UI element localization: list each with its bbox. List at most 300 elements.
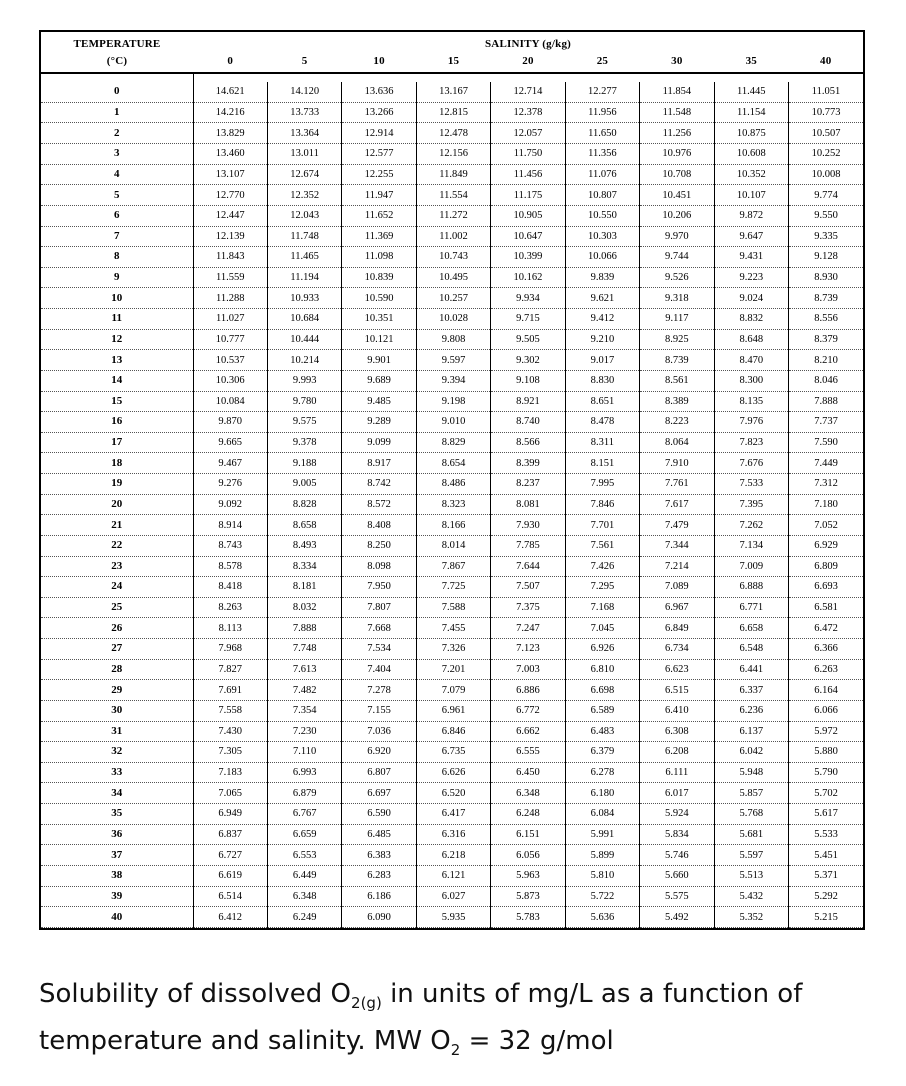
solubility-value-cell: 8.399 [491, 453, 565, 474]
solubility-value-cell: 6.993 [267, 762, 341, 783]
solubility-value-cell: 7.326 [416, 639, 490, 660]
temperature-cell: 12 [41, 329, 193, 350]
solubility-value-cell: 10.257 [416, 288, 490, 309]
solubility-value-cell: 8.914 [193, 515, 267, 536]
solubility-value-cell: 10.206 [640, 205, 714, 226]
solubility-value-cell: 11.288 [193, 288, 267, 309]
temperature-cell: 37 [41, 845, 193, 866]
solubility-value-cell: 8.930 [789, 267, 864, 288]
solubility-value-cell: 6.208 [640, 742, 714, 763]
spacer-cell [193, 73, 863, 82]
solubility-value-cell: 12.043 [267, 205, 341, 226]
solubility-value-cell: 8.832 [714, 309, 788, 330]
solubility-value-cell: 8.389 [640, 391, 714, 412]
solubility-value-cell: 7.426 [565, 556, 639, 577]
solubility-value-cell: 7.065 [193, 783, 267, 804]
salinity-column-header: 5 [301, 55, 308, 67]
solubility-value-cell: 6.623 [640, 659, 714, 680]
solubility-value-cell: 6.590 [342, 804, 416, 825]
solubility-value-cell: 6.658 [714, 618, 788, 639]
solubility-value-cell: 9.505 [491, 329, 565, 350]
solubility-value-cell: 6.727 [193, 845, 267, 866]
solubility-value-cell: 9.467 [193, 453, 267, 474]
solubility-value-cell: 10.537 [193, 350, 267, 371]
solubility-value-cell: 7.888 [789, 391, 864, 412]
solubility-value-cell: 12.447 [193, 205, 267, 226]
solubility-value-cell: 9.318 [640, 288, 714, 309]
solubility-value-cell: 11.554 [416, 185, 490, 206]
solubility-value-cell: 10.684 [267, 309, 341, 330]
solubility-value-cell: 5.533 [789, 824, 864, 845]
solubility-value-cell: 7.180 [789, 494, 864, 515]
solubility-value-cell: 11.098 [342, 247, 416, 268]
solubility-value-cell: 6.056 [491, 845, 565, 866]
solubility-value-cell: 6.164 [789, 680, 864, 701]
solubility-value-cell: 6.772 [491, 700, 565, 721]
solubility-value-cell: 13.829 [193, 123, 267, 144]
salinity-column-header: 20 [522, 55, 534, 67]
solubility-value-cell: 8.210 [789, 350, 864, 371]
temperature-cell: 21 [41, 515, 193, 536]
solubility-value-cell: 9.024 [714, 288, 788, 309]
solubility-value-cell: 5.991 [565, 824, 639, 845]
solubility-value-cell: 11.356 [565, 144, 639, 165]
solubility-value-cell: 7.089 [640, 577, 714, 598]
salinity-column-header: 40 [820, 55, 832, 67]
solubility-value-cell: 10.303 [565, 226, 639, 247]
solubility-value-cell: 7.590 [789, 432, 864, 453]
solubility-value-cell: 10.451 [640, 185, 714, 206]
table-row [41, 205, 863, 226]
temperature-cell: 20 [41, 494, 193, 515]
solubility-value-cell: 8.032 [267, 597, 341, 618]
solubility-value-cell: 7.995 [565, 474, 639, 495]
table-row [41, 370, 863, 391]
solubility-value-cell: 5.451 [789, 845, 864, 866]
solubility-value-cell: 12.674 [267, 164, 341, 185]
solubility-value-cell: 6.090 [342, 907, 416, 928]
solubility-value-cell: 8.300 [714, 370, 788, 391]
solubility-value-cell: 6.929 [789, 535, 864, 556]
solubility-value-cell: 7.168 [565, 597, 639, 618]
solubility-value-cell: 5.768 [714, 804, 788, 825]
table-row [41, 350, 863, 371]
solubility-value-cell: 5.432 [714, 886, 788, 907]
solubility-value-cell: 10.839 [342, 267, 416, 288]
solubility-value-cell: 7.558 [193, 700, 267, 721]
solubility-value-cell: 8.566 [491, 432, 565, 453]
solubility-value-cell: 9.010 [416, 412, 490, 433]
solubility-value-cell: 9.289 [342, 412, 416, 433]
solubility-value-cell: 12.714 [491, 82, 565, 102]
temperature-cell: 5 [41, 185, 193, 206]
solubility-value-cell: 8.263 [193, 597, 267, 618]
solubility-value-cell: 13.636 [342, 82, 416, 102]
solubility-value-cell: 8.418 [193, 577, 267, 598]
solubility-value-cell: 10.647 [491, 226, 565, 247]
solubility-value-cell: 7.455 [416, 618, 490, 639]
solubility-value-cell: 7.110 [267, 742, 341, 763]
temperature-cell: 25 [41, 597, 193, 618]
solubility-value-cell: 8.830 [565, 370, 639, 391]
solubility-value-cell: 5.972 [789, 721, 864, 742]
solubility-value-cell: 6.920 [342, 742, 416, 763]
solubility-value-cell: 10.444 [267, 329, 341, 350]
solubility-value-cell: 10.306 [193, 370, 267, 391]
solubility-value-cell: 9.276 [193, 474, 267, 495]
solubility-value-cell: 5.810 [565, 865, 639, 886]
solubility-value-cell: 10.590 [342, 288, 416, 309]
table-row [41, 804, 863, 825]
solubility-value-cell: 6.693 [789, 577, 864, 598]
solubility-value-cell: 9.005 [267, 474, 341, 495]
solubility-value-cell: 12.478 [416, 123, 490, 144]
table-row [41, 474, 863, 495]
solubility-value-cell: 9.550 [789, 205, 864, 226]
temperature-cell: 38 [41, 865, 193, 886]
solubility-value-cell: 9.394 [416, 370, 490, 391]
solubility-value-cell: 5.935 [416, 907, 490, 928]
solubility-value-cell: 8.250 [342, 535, 416, 556]
solubility-value-cell: 6.121 [416, 865, 490, 886]
solubility-value-cell: 12.057 [491, 123, 565, 144]
salinity-column-header: 25 [596, 55, 609, 67]
solubility-value-cell: 7.588 [416, 597, 490, 618]
table-row [41, 762, 863, 783]
solubility-value-cell: 8.739 [789, 288, 864, 309]
solubility-value-cell: 10.352 [714, 164, 788, 185]
solubility-value-cell: 7.737 [789, 412, 864, 433]
solubility-value-cell: 7.785 [491, 535, 565, 556]
table-row [41, 185, 863, 206]
solubility-value-cell: 10.121 [342, 329, 416, 350]
solubility-value-cell: 13.266 [342, 102, 416, 123]
table-row [41, 515, 863, 536]
salinity-column-header: 15 [447, 55, 460, 67]
solubility-value-cell: 7.888 [267, 618, 341, 639]
solubility-value-cell: 8.654 [416, 453, 490, 474]
solubility-value-cell: 7.375 [491, 597, 565, 618]
solubility-value-cell: 11.256 [640, 123, 714, 144]
temperature-unit: (°C) [106, 55, 128, 67]
solubility-value-cell: 6.810 [565, 659, 639, 680]
solubility-value-cell: 9.099 [342, 432, 416, 453]
table-row [41, 82, 863, 102]
temperature-cell: 24 [41, 577, 193, 598]
solubility-value-cell: 9.665 [193, 432, 267, 453]
solubility-value-cell: 10.084 [193, 391, 267, 412]
solubility-value-cell: 8.743 [193, 535, 267, 556]
temperature-cell: 36 [41, 824, 193, 845]
solubility-value-cell: 9.993 [267, 370, 341, 391]
solubility-value-cell: 9.780 [267, 391, 341, 412]
solubility-value-cell: 10.976 [640, 144, 714, 165]
solubility-value-cell: 12.914 [342, 123, 416, 144]
table-row [41, 123, 863, 144]
temperature-cell: 17 [41, 432, 193, 453]
solubility-value-cell: 11.750 [491, 144, 565, 165]
solubility-value-cell: 10.807 [565, 185, 639, 206]
solubility-value-cell: 9.198 [416, 391, 490, 412]
solubility-value-cell: 8.572 [342, 494, 416, 515]
solubility-value-cell: 11.465 [267, 247, 341, 268]
temperature-cell: 8 [41, 247, 193, 268]
solubility-value-cell: 8.311 [565, 432, 639, 453]
solubility-value-cell: 8.493 [267, 535, 341, 556]
solubility-value-cell: 6.485 [342, 824, 416, 845]
solubility-value-cell: 10.252 [789, 144, 864, 165]
solubility-table [41, 32, 863, 928]
solubility-value-cell: 6.366 [789, 639, 864, 660]
solubility-value-cell: 6.249 [267, 907, 341, 928]
solubility-value-cell: 6.042 [714, 742, 788, 763]
table-row [41, 886, 863, 907]
solubility-value-cell: 7.827 [193, 659, 267, 680]
solubility-value-cell: 10.399 [491, 247, 565, 268]
solubility-value-cell: 7.725 [416, 577, 490, 598]
table-row [41, 102, 863, 123]
solubility-value-cell: 7.278 [342, 680, 416, 701]
solubility-value-cell: 7.262 [714, 515, 788, 536]
solubility-value-cell: 7.950 [342, 577, 416, 598]
solubility-value-cell: 8.181 [267, 577, 341, 598]
caption-subscript: 2(g) [351, 994, 382, 1013]
solubility-value-cell: 6.949 [193, 804, 267, 825]
solubility-value-cell: 5.681 [714, 824, 788, 845]
solubility-value-cell: 7.613 [267, 659, 341, 680]
table-caption [39, 975, 879, 1069]
solubility-value-cell: 10.162 [491, 267, 565, 288]
solubility-value-cell: 9.647 [714, 226, 788, 247]
solubility-value-cell: 6.084 [565, 804, 639, 825]
temperature-cell: 32 [41, 742, 193, 763]
solubility-value-cell: 13.107 [193, 164, 267, 185]
solubility-value-cell: 9.774 [789, 185, 864, 206]
solubility-value-cell: 10.495 [416, 267, 490, 288]
solubility-value-cell: 9.188 [267, 453, 341, 474]
solubility-value-cell: 7.214 [640, 556, 714, 577]
solubility-value-cell: 11.076 [565, 164, 639, 185]
salinity-header: SALINITY (g/kg) [484, 38, 572, 50]
solubility-value-cell: 6.553 [267, 845, 341, 866]
solubility-value-cell: 8.098 [342, 556, 416, 577]
solubility-value-cell: 6.186 [342, 886, 416, 907]
solubility-value-cell: 7.230 [267, 721, 341, 742]
temperature-cell: 18 [41, 453, 193, 474]
solubility-value-cell: 6.698 [565, 680, 639, 701]
solubility-value-cell: 9.092 [193, 494, 267, 515]
caption-line-2 [39, 1022, 879, 1069]
solubility-value-cell: 9.128 [789, 247, 864, 268]
table-row [41, 412, 863, 433]
solubility-value-cell: 8.561 [640, 370, 714, 391]
solubility-value-cell: 8.648 [714, 329, 788, 350]
solubility-value-cell: 7.479 [640, 515, 714, 536]
solubility-value-cell: 6.412 [193, 907, 267, 928]
solubility-value-cell: 11.456 [491, 164, 565, 185]
solubility-value-cell: 6.879 [267, 783, 341, 804]
solubility-value-cell: 9.597 [416, 350, 490, 371]
temperature-cell: 10 [41, 288, 193, 309]
solubility-value-cell: 7.045 [565, 618, 639, 639]
solubility-value-cell: 6.514 [193, 886, 267, 907]
table-row [41, 267, 863, 288]
table-row [41, 639, 863, 660]
solubility-value-cell: 6.283 [342, 865, 416, 886]
solubility-value-cell: 7.507 [491, 577, 565, 598]
table-row [41, 247, 863, 268]
solubility-value-cell: 12.156 [416, 144, 490, 165]
solubility-value-cell: 7.183 [193, 762, 267, 783]
solubility-value-cell: 8.081 [491, 494, 565, 515]
solubility-value-cell: 6.441 [714, 659, 788, 680]
solubility-value-cell: 5.371 [789, 865, 864, 886]
table-row [41, 432, 863, 453]
solubility-value-cell: 11.956 [565, 102, 639, 123]
table-row [41, 659, 863, 680]
solubility-value-cell: 8.742 [342, 474, 416, 495]
solubility-value-cell: 12.577 [342, 144, 416, 165]
solubility-value-cell: 7.123 [491, 639, 565, 660]
solubility-value-cell: 9.744 [640, 247, 714, 268]
solubility-value-cell: 9.108 [491, 370, 565, 391]
solubility-value-cell: 7.036 [342, 721, 416, 742]
solubility-value-cell: 5.513 [714, 865, 788, 886]
temperature-cell: 28 [41, 659, 193, 680]
solubility-value-cell: 5.722 [565, 886, 639, 907]
spacer-cell [41, 73, 193, 82]
temperature-cell: 3 [41, 144, 193, 165]
table-row [41, 144, 863, 165]
solubility-value-cell: 6.180 [565, 783, 639, 804]
solubility-value-cell: 11.748 [267, 226, 341, 247]
solubility-table-frame [39, 30, 865, 930]
solubility-value-cell: 8.014 [416, 535, 490, 556]
solubility-value-cell: 7.930 [491, 515, 565, 536]
table-row [41, 309, 863, 330]
temperature-cell: 9 [41, 267, 193, 288]
solubility-value-cell: 6.308 [640, 721, 714, 742]
solubility-value-cell: 10.507 [789, 123, 864, 144]
solubility-value-cell: 11.548 [640, 102, 714, 123]
solubility-value-cell: 6.809 [789, 556, 864, 577]
solubility-value-cell: 6.027 [416, 886, 490, 907]
solubility-value-cell: 5.783 [491, 907, 565, 928]
solubility-value-cell: 6.555 [491, 742, 565, 763]
solubility-value-cell: 5.215 [789, 907, 864, 928]
temperature-cell: 1 [41, 102, 193, 123]
solubility-value-cell: 8.921 [491, 391, 565, 412]
temperature-cell: 6 [41, 205, 193, 226]
solubility-value-cell: 7.644 [491, 556, 565, 577]
solubility-value-cell: 7.482 [267, 680, 341, 701]
solubility-value-cell: 13.364 [267, 123, 341, 144]
solubility-value-cell: 6.348 [267, 886, 341, 907]
solubility-value-cell: 6.846 [416, 721, 490, 742]
solubility-value-cell: 7.748 [267, 639, 341, 660]
table-row [41, 597, 863, 618]
table-row [41, 577, 863, 598]
solubility-value-cell: 11.947 [342, 185, 416, 206]
solubility-value-cell: 9.485 [342, 391, 416, 412]
solubility-value-cell: 9.970 [640, 226, 714, 247]
temperature-cell: 22 [41, 535, 193, 556]
solubility-value-cell: 7.344 [640, 535, 714, 556]
solubility-value-cell: 11.051 [789, 82, 864, 102]
solubility-value-cell: 8.740 [491, 412, 565, 433]
solubility-value-cell: 12.139 [193, 226, 267, 247]
solubility-value-cell: 7.009 [714, 556, 788, 577]
solubility-value-cell: 7.534 [342, 639, 416, 660]
temperature-cell: 11 [41, 309, 193, 330]
solubility-value-cell: 5.924 [640, 804, 714, 825]
table-row [41, 618, 863, 639]
solubility-value-cell: 6.278 [565, 762, 639, 783]
solubility-value-cell: 5.899 [565, 845, 639, 866]
solubility-value-cell: 10.550 [565, 205, 639, 226]
solubility-value-cell: 10.028 [416, 309, 490, 330]
solubility-value-cell: 6.926 [565, 639, 639, 660]
solubility-value-cell: 12.255 [342, 164, 416, 185]
solubility-value-cell: 7.867 [416, 556, 490, 577]
solubility-value-cell: 7.968 [193, 639, 267, 660]
solubility-value-cell: 9.808 [416, 329, 490, 350]
temperature-header: TEMPERATURE [73, 38, 161, 50]
solubility-value-cell: 9.621 [565, 288, 639, 309]
solubility-value-cell: 7.701 [565, 515, 639, 536]
solubility-value-cell: 6.659 [267, 824, 341, 845]
caption-text: in units of mg/L as a function of [381, 979, 803, 1009]
solubility-value-cell: 7.295 [565, 577, 639, 598]
solubility-value-cell: 6.619 [193, 865, 267, 886]
solubility-value-cell: 7.676 [714, 453, 788, 474]
solubility-value-cell: 9.839 [565, 267, 639, 288]
solubility-value-cell: 8.166 [416, 515, 490, 536]
solubility-value-cell: 5.880 [789, 742, 864, 763]
solubility-value-cell: 5.948 [714, 762, 788, 783]
solubility-value-cell: 6.348 [491, 783, 565, 804]
solubility-value-cell: 8.828 [267, 494, 341, 515]
solubility-value-cell: 5.352 [714, 907, 788, 928]
table-row [41, 164, 863, 185]
temperature-cell: 15 [41, 391, 193, 412]
temperature-cell: 7 [41, 226, 193, 247]
solubility-value-cell: 6.017 [640, 783, 714, 804]
solubility-value-cell: 6.581 [789, 597, 864, 618]
solubility-value-cell: 6.520 [416, 783, 490, 804]
table-row [41, 783, 863, 804]
solubility-value-cell: 11.002 [416, 226, 490, 247]
solubility-value-cell: 7.668 [342, 618, 416, 639]
solubility-value-cell: 7.395 [714, 494, 788, 515]
solubility-value-cell: 8.323 [416, 494, 490, 515]
solubility-value-cell: 6.734 [640, 639, 714, 660]
salinity-column-header: 10 [373, 55, 385, 67]
solubility-value-cell: 10.777 [193, 329, 267, 350]
caption-line-1 [39, 975, 879, 1022]
temperature-cell: 33 [41, 762, 193, 783]
solubility-value-cell: 6.417 [416, 804, 490, 825]
solubility-value-cell: 6.066 [789, 700, 864, 721]
solubility-value-cell: 7.761 [640, 474, 714, 495]
table-row [41, 865, 863, 886]
solubility-value-cell: 8.658 [267, 515, 341, 536]
solubility-value-cell: 12.277 [565, 82, 639, 102]
solubility-value-cell: 8.223 [640, 412, 714, 433]
salinity-column-header: 35 [745, 55, 757, 67]
solubility-value-cell: 6.248 [491, 804, 565, 825]
solubility-value-cell: 13.167 [416, 82, 490, 102]
